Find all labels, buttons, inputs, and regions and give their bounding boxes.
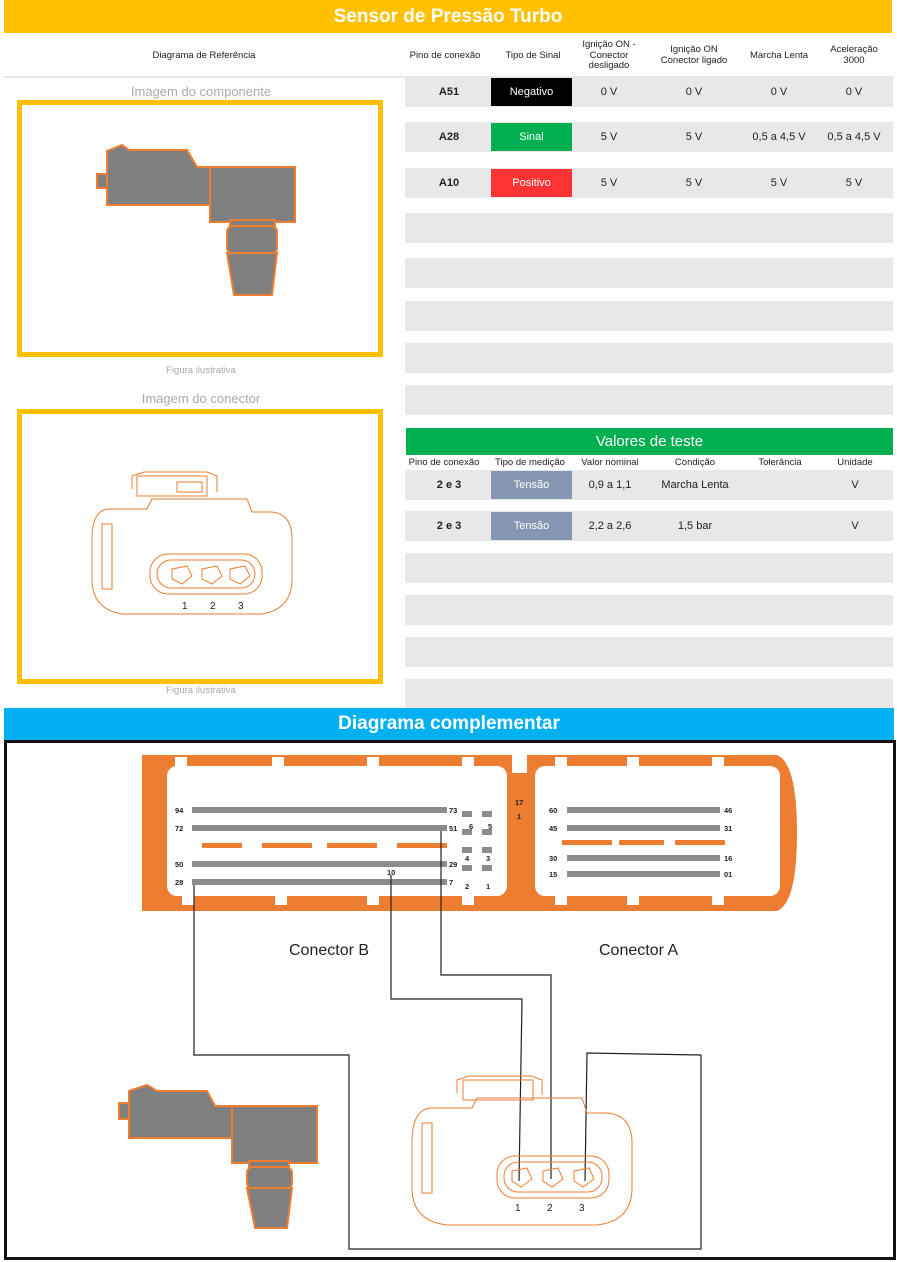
b-pin-94: 94 <box>175 806 184 815</box>
pin-cell: A10 <box>438 177 460 189</box>
b-pin-5: 5 <box>488 822 493 831</box>
test-header-pin: Pino de conexão <box>408 457 480 468</box>
connector-illustration <box>22 414 378 679</box>
table-row <box>405 470 893 500</box>
empty-row <box>405 213 893 243</box>
complementary-diagram-title: Diagrama complementar <box>4 708 894 740</box>
value-cell: 0 V <box>685 86 703 98</box>
table-row <box>405 77 893 107</box>
empty-row <box>405 595 893 625</box>
header-idle: Marcha Lenta <box>749 49 809 61</box>
test-header-nominal: Valor nominal <box>581 457 639 468</box>
figure-caption-2: Figura ilustrativa <box>166 685 236 696</box>
header-acceleration: Aceleração 3000 <box>830 44 878 66</box>
empty-row <box>405 258 893 288</box>
table-row <box>405 122 893 152</box>
nominal-value-cell: 0,9 a 1,1 <box>588 479 632 491</box>
test-header-type: Tipo de medição <box>495 457 565 468</box>
test-values-title: Valores de teste <box>406 428 893 455</box>
pressure-sensor-illustration <box>22 105 378 352</box>
a-pin-01: 01 <box>724 870 733 879</box>
a-pin-46: 46 <box>724 806 733 815</box>
test-header-tolerance: Tolerância <box>758 457 802 468</box>
b-pin-72: 72 <box>175 824 184 833</box>
ecu-wiring-diagram <box>7 743 893 1257</box>
nominal-value-cell: 2,2 a 2,6 <box>588 520 632 532</box>
tolerance-cell <box>745 511 815 541</box>
value-cell: 5 V <box>685 131 703 143</box>
header-reference-diagram: Diagrama de Referência <box>152 49 256 61</box>
signal-type-badge: Positivo <box>491 169 572 197</box>
tolerance-cell <box>745 470 815 500</box>
sensor-pin-1-label: 1 <box>515 1203 521 1214</box>
value-cell: 0 V <box>845 86 863 98</box>
value-cell: 5 V <box>600 177 618 189</box>
value-cell: 5 V <box>845 177 863 189</box>
signal-type-badge: Negativo <box>491 78 572 106</box>
page-title: Sensor de Pressão Turbo <box>4 0 892 33</box>
b-pin-50: 50 <box>175 860 184 869</box>
connector-image-caption: Imagem do conector <box>141 391 261 406</box>
unit-cell: V <box>851 520 859 532</box>
empty-row <box>405 679 893 709</box>
header-signal-type: Tipo de Sinal <box>505 49 561 61</box>
value-cell: 0 V <box>770 86 788 98</box>
a-pin-15: 15 <box>549 870 558 879</box>
empty-row <box>405 301 893 331</box>
connector-image-frame <box>17 409 383 684</box>
a-pin-30: 30 <box>549 854 558 863</box>
b-pin-1: 1 <box>486 882 491 891</box>
value-cell: 5 V <box>600 131 618 143</box>
b-pin-1-top: 1 <box>517 812 522 821</box>
component-image-caption: Imagem do componente <box>130 84 272 99</box>
sensor-pin-2-label: 2 <box>547 1203 553 1214</box>
value-cell: 0,5 a 4,5 V <box>827 131 881 143</box>
value-cell: 5 V <box>685 177 703 189</box>
empty-row <box>405 553 893 583</box>
b-pin-17: 17 <box>515 798 524 807</box>
b-pin-3: 3 <box>486 854 491 863</box>
header-ignition-off: Ignição ON - Conector desligado <box>582 38 636 72</box>
signal-type-badge: Sinal <box>491 123 572 151</box>
connector-b-label: Conector B <box>289 942 370 959</box>
measurement-type-badge: Tensão <box>491 471 572 499</box>
sensor-pin-3-label: 3 <box>579 1203 585 1214</box>
connector-a-label: Conector A <box>599 942 679 959</box>
header-ignition-on: Ignição ON Conector ligado <box>660 44 728 66</box>
condition-cell: Marcha Lenta <box>661 479 729 491</box>
b-pin-2: 2 <box>465 882 470 891</box>
unit-cell: V <box>851 479 859 491</box>
value-cell: 5 V <box>770 177 788 189</box>
test-header-unit: Unidade <box>837 457 873 468</box>
empty-row <box>405 343 893 373</box>
measurement-type-badge: Tensão <box>491 512 572 540</box>
a-pin-16: 16 <box>724 854 733 863</box>
empty-row <box>405 385 893 415</box>
test-header-condition: Condição <box>674 457 716 468</box>
b-pin-7: 7 <box>449 878 454 887</box>
b-pin-29: 29 <box>449 860 458 869</box>
connector-pin-1-label: 1 <box>182 601 188 612</box>
complementary-diagram <box>4 740 896 1260</box>
pin-cell: A28 <box>438 131 460 143</box>
component-image-frame <box>17 100 383 357</box>
b-pin-4: 4 <box>465 854 470 863</box>
b-pin-6: 6 <box>469 822 474 831</box>
b-pin-10: 10 <box>387 868 396 877</box>
table-row <box>405 511 893 541</box>
condition-cell: 1,5 bar <box>677 520 713 532</box>
table-row <box>405 168 893 198</box>
test-pin-cell: 2 e 3 <box>436 479 462 491</box>
b-pin-51: 51 <box>449 824 458 833</box>
b-pin-28: 28 <box>175 878 184 887</box>
header-pin: Pino de conexão <box>409 49 481 61</box>
b-pin-73: 73 <box>449 806 458 815</box>
test-pin-cell: 2 e 3 <box>436 520 462 532</box>
value-cell: 0 V <box>600 86 618 98</box>
a-pin-31: 31 <box>724 824 733 833</box>
connector-pin-2-label: 2 <box>210 601 216 612</box>
pin-cell: A51 <box>438 86 460 98</box>
value-cell: 0,5 a 4,5 V <box>752 131 806 143</box>
connector-pin-3-label: 3 <box>238 601 244 612</box>
empty-row <box>405 637 893 667</box>
figure-caption: Figura ilustrativa <box>166 365 236 376</box>
a-pin-45: 45 <box>549 824 558 833</box>
a-pin-60: 60 <box>549 806 558 815</box>
